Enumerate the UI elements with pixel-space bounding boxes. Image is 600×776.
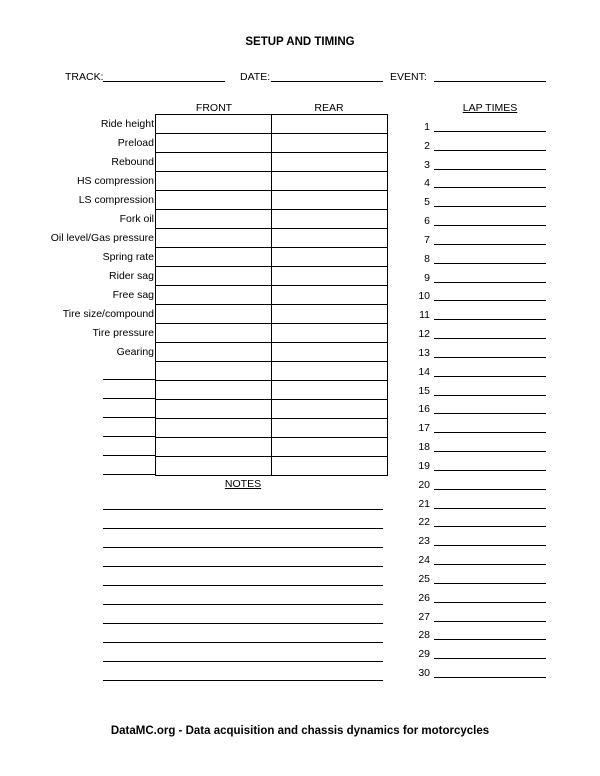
lap-time-field[interactable] bbox=[434, 319, 546, 320]
setup-row bbox=[156, 153, 388, 172]
note-line[interactable] bbox=[103, 604, 383, 605]
lap-number: 13 bbox=[418, 346, 430, 359]
lap-time-field[interactable] bbox=[434, 621, 546, 622]
setup-cell-front[interactable] bbox=[156, 267, 272, 286]
setup-cell-front[interactable] bbox=[156, 438, 272, 457]
setup-row-label-blank[interactable] bbox=[103, 436, 155, 437]
setup-row bbox=[156, 191, 388, 210]
lap-time-field[interactable] bbox=[434, 526, 546, 527]
setup-cell-rear[interactable] bbox=[272, 343, 388, 362]
setup-cell-rear[interactable] bbox=[272, 153, 388, 172]
lap-number: 8 bbox=[424, 252, 430, 265]
lap-number: 20 bbox=[418, 478, 430, 491]
lap-time-field[interactable] bbox=[434, 508, 546, 509]
setup-row-label: LS compression bbox=[78, 194, 154, 206]
setup-cell-front[interactable] bbox=[156, 419, 272, 438]
setup-row bbox=[156, 267, 388, 286]
setup-cell-front[interactable] bbox=[156, 400, 272, 419]
setup-row-label: Tire size/compound bbox=[62, 308, 154, 320]
setup-row-label: Preload bbox=[117, 137, 154, 149]
lap-time-field[interactable] bbox=[434, 131, 546, 132]
lap-time-field[interactable] bbox=[434, 244, 546, 245]
lap-time-field[interactable] bbox=[434, 583, 546, 584]
setup-cell-rear[interactable] bbox=[272, 172, 388, 191]
setup-cell-rear[interactable] bbox=[272, 305, 388, 324]
setup-row-label-blank[interactable] bbox=[103, 398, 155, 399]
setup-row bbox=[156, 362, 388, 381]
note-line[interactable] bbox=[103, 528, 383, 529]
setup-row-label: Oil level/Gas pressure bbox=[50, 232, 154, 244]
lap-time-field[interactable] bbox=[434, 432, 546, 433]
setup-row bbox=[156, 457, 388, 476]
setup-cell-front[interactable] bbox=[156, 324, 272, 343]
lap-number: 26 bbox=[418, 591, 430, 604]
lap-number: 18 bbox=[418, 441, 430, 454]
lap-times-heading: LAP TIMES bbox=[462, 102, 518, 114]
event-label: EVENT: bbox=[390, 71, 427, 83]
lap-time-field[interactable] bbox=[434, 169, 546, 170]
setup-row-label-blank[interactable] bbox=[103, 474, 155, 475]
lap-number: 22 bbox=[418, 516, 430, 529]
setup-cell-front[interactable] bbox=[156, 210, 272, 229]
setup-cell-rear[interactable] bbox=[272, 248, 388, 267]
setup-cell-front[interactable] bbox=[156, 286, 272, 305]
lap-number: 14 bbox=[418, 365, 430, 378]
setup-cell-rear[interactable] bbox=[272, 229, 388, 248]
note-line[interactable] bbox=[103, 566, 383, 567]
rear-column-header: REAR bbox=[314, 102, 344, 114]
setup-cell-front[interactable] bbox=[156, 457, 272, 476]
lap-time-field[interactable] bbox=[434, 639, 546, 640]
setup-cell-rear[interactable] bbox=[272, 286, 388, 305]
note-line[interactable] bbox=[103, 509, 383, 510]
setup-cell-front[interactable] bbox=[156, 191, 272, 210]
lap-number: 19 bbox=[418, 459, 430, 472]
lap-time-field[interactable] bbox=[434, 658, 546, 659]
lap-number: 3 bbox=[424, 158, 430, 171]
lap-time-field[interactable] bbox=[434, 376, 546, 377]
setup-row bbox=[156, 229, 388, 248]
setup-row-label: Tire pressure bbox=[92, 327, 154, 339]
lap-time-field[interactable] bbox=[434, 545, 546, 546]
front-column-header: FRONT bbox=[195, 102, 233, 114]
lap-number: 7 bbox=[424, 233, 430, 246]
setup-row-label-blank[interactable] bbox=[103, 417, 155, 418]
lap-number: 28 bbox=[418, 629, 430, 642]
lap-time-field[interactable] bbox=[434, 357, 546, 358]
setup-row-label-blank[interactable] bbox=[103, 455, 155, 456]
setup-cell-front[interactable] bbox=[156, 153, 272, 172]
lap-number: 11 bbox=[419, 309, 430, 322]
setup-cell-rear[interactable] bbox=[272, 267, 388, 286]
note-line[interactable] bbox=[103, 680, 383, 681]
lap-number: 16 bbox=[418, 403, 430, 416]
setup-row-label: Fork oil bbox=[119, 213, 154, 225]
lap-number: 23 bbox=[418, 535, 430, 548]
lap-time-field[interactable] bbox=[434, 564, 546, 565]
setup-cell-rear[interactable] bbox=[272, 362, 388, 381]
setup-cell-rear[interactable] bbox=[272, 438, 388, 457]
setup-cell-front[interactable] bbox=[156, 343, 272, 362]
lap-time-field[interactable] bbox=[434, 451, 546, 452]
setup-cell-front[interactable] bbox=[156, 172, 272, 191]
lap-time-field[interactable] bbox=[434, 338, 546, 339]
lap-time-field[interactable] bbox=[434, 677, 546, 678]
lap-number: 30 bbox=[418, 667, 430, 680]
setup-cell-front[interactable] bbox=[156, 305, 272, 324]
setup-cell-front[interactable] bbox=[156, 248, 272, 267]
setup-row bbox=[156, 438, 388, 457]
setup-row bbox=[156, 115, 388, 134]
lap-time-field[interactable] bbox=[434, 206, 546, 207]
setup-cell-front[interactable] bbox=[156, 115, 272, 134]
setup-row bbox=[156, 172, 388, 191]
lap-time-field[interactable] bbox=[434, 300, 546, 301]
note-line[interactable] bbox=[103, 642, 383, 643]
setup-row bbox=[156, 400, 388, 419]
lap-time-field[interactable] bbox=[434, 225, 546, 226]
setup-cell-rear[interactable] bbox=[272, 134, 388, 153]
lap-time-field[interactable] bbox=[434, 187, 546, 188]
lap-number: 24 bbox=[418, 554, 430, 567]
setup-cell-front[interactable] bbox=[156, 134, 272, 153]
track-label: TRACK: bbox=[65, 71, 104, 83]
track-field[interactable] bbox=[103, 81, 225, 82]
lap-number: 15 bbox=[418, 384, 430, 397]
setup-cell-front[interactable] bbox=[156, 362, 272, 381]
setup-cell-front[interactable] bbox=[156, 229, 272, 248]
setup-cell-rear[interactable] bbox=[272, 210, 388, 229]
setup-row-label: Spring rate bbox=[102, 251, 154, 263]
note-line[interactable] bbox=[103, 547, 383, 548]
setup-row-label: Gearing bbox=[116, 346, 154, 358]
lap-number: 25 bbox=[418, 572, 430, 585]
lap-time-field[interactable] bbox=[434, 150, 546, 151]
setup-row bbox=[156, 381, 388, 400]
lap-time-field[interactable] bbox=[434, 470, 546, 471]
setup-row-label: Free sag bbox=[112, 289, 154, 301]
setup-row-label: Ride height bbox=[100, 118, 154, 130]
lap-number: 17 bbox=[418, 422, 430, 435]
note-line[interactable] bbox=[103, 623, 383, 624]
setup-row bbox=[156, 210, 388, 229]
lap-time-field[interactable] bbox=[434, 263, 546, 264]
lap-time-field[interactable] bbox=[434, 602, 546, 603]
date-label: DATE: bbox=[240, 71, 271, 83]
setup-cell-rear[interactable] bbox=[272, 419, 388, 438]
lap-number: 5 bbox=[424, 196, 430, 209]
setup-row bbox=[156, 419, 388, 438]
note-line[interactable] bbox=[103, 585, 383, 586]
lap-time-field[interactable] bbox=[434, 282, 546, 283]
setup-cell-rear[interactable] bbox=[272, 457, 388, 476]
setup-row bbox=[156, 248, 388, 267]
lap-number: 2 bbox=[424, 139, 430, 152]
setup-row-label: Rider sag bbox=[109, 270, 154, 282]
setup-row bbox=[156, 324, 388, 343]
setup-row-label-blank[interactable] bbox=[103, 379, 155, 380]
setup-row bbox=[156, 305, 388, 324]
footer-text: DataMC.org - Data acquisition and chassis dynamics for motorcycles bbox=[110, 725, 490, 737]
setup-cell-rear[interactable] bbox=[272, 381, 388, 400]
setup-cell-rear[interactable] bbox=[272, 115, 388, 134]
date-field[interactable] bbox=[271, 81, 383, 82]
lap-number: 6 bbox=[424, 215, 430, 228]
setup-cell-rear[interactable] bbox=[272, 191, 388, 210]
lap-number: 4 bbox=[424, 177, 430, 190]
setup-cell-rear[interactable] bbox=[272, 324, 388, 343]
setup-table bbox=[155, 114, 388, 476]
setup-row bbox=[156, 286, 388, 305]
setup-row-label: Rebound bbox=[111, 156, 154, 168]
lap-number: 27 bbox=[418, 610, 430, 623]
lap-number: 10 bbox=[418, 290, 430, 303]
lap-time-field[interactable] bbox=[434, 395, 546, 396]
lap-time-field[interactable] bbox=[434, 489, 546, 490]
setup-cell-rear[interactable] bbox=[272, 400, 388, 419]
setup-row-label: HS compression bbox=[76, 175, 154, 187]
event-field[interactable] bbox=[434, 81, 546, 82]
lap-number: 9 bbox=[424, 271, 430, 284]
setup-row bbox=[156, 134, 388, 153]
page-title: SETUP AND TIMING bbox=[245, 36, 355, 48]
setup-row bbox=[156, 343, 388, 362]
lap-number: 21 bbox=[418, 497, 430, 510]
lap-number: 12 bbox=[418, 328, 430, 341]
notes-heading: NOTES bbox=[224, 478, 262, 490]
lap-number: 1 bbox=[424, 121, 430, 133]
lap-time-field[interactable] bbox=[434, 413, 546, 414]
lap-number: 29 bbox=[418, 648, 430, 661]
note-line[interactable] bbox=[103, 661, 383, 662]
setup-cell-front[interactable] bbox=[156, 381, 272, 400]
